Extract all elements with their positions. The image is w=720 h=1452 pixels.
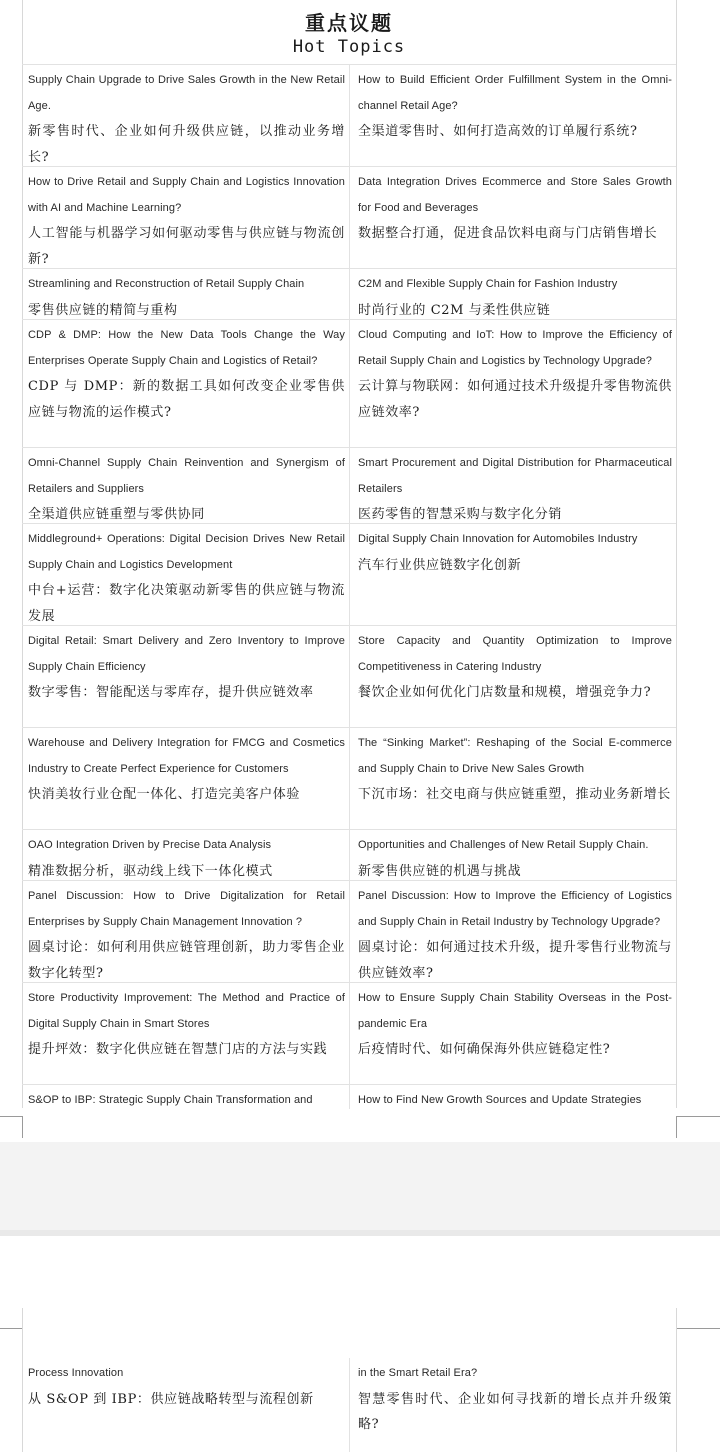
topic-cell-right <box>349 65 676 166</box>
topic-chinese: 医药零售的智慧采购与数字化分销 <box>358 507 563 522</box>
crop-mark <box>0 1328 22 1329</box>
topic-english: How to Find New Growth Sources and Update Strategies <box>358 1094 642 1106</box>
table-row <box>22 982 676 1084</box>
topic-english: How to Build Efficient Order Fulfillment System in the Omni-channel Retail Age? <box>358 74 672 112</box>
topic-chinese: 全渠道供应链重塑与零供协同 <box>28 507 205 522</box>
topic-chinese: 时尚行业的 C2M 与柔性供应链 <box>358 302 551 318</box>
crop-mark <box>676 1116 677 1138</box>
title-english: Hot Topics <box>292 37 406 57</box>
topic-english: The “Sinking Market”: Reshaping of the Social E-commerce and Supply Chain to Drive New Sales Growth <box>358 737 672 775</box>
topic-english: How to Drive Retail and Supply Chain and Logistics Innovation with AI and Machine Learning? <box>28 176 345 214</box>
topic-chinese: 汽车行业供应链数字化创新 <box>358 557 522 573</box>
topic-cell-right <box>349 1085 676 1109</box>
topics-table <box>22 64 676 1110</box>
topic-english: How to Ensure Supply Chain Stability Overseas in the Post-pandemic Era <box>358 992 672 1030</box>
topic-chinese: 新零售供应链的机遇与挑战 <box>358 863 522 879</box>
topic-cell-right <box>349 626 676 727</box>
table-row <box>22 1084 676 1110</box>
topic-cell-left <box>22 269 349 319</box>
table-row <box>22 523 676 625</box>
topic-english: Digital Supply Chain Innovation for Automobiles Industry <box>358 533 638 545</box>
topic-english: Data Integration Drives Ecommerce and Store Sales Growth for Food and Beverages <box>358 176 672 214</box>
topic-cell-left <box>22 626 349 727</box>
topic-english: OAO Integration Driven by Precise Data Analysis <box>28 839 272 851</box>
table-row <box>22 166 676 268</box>
topic-chinese: 数据整合打通，促进食品饮料电商与门店销售增长 <box>358 226 658 241</box>
table-row <box>22 447 676 523</box>
topic-cell-left <box>22 983 349 1084</box>
topic-english: Smart Procurement and Digital Distribution for Pharmaceutical Retailers <box>358 457 672 495</box>
topic-english: Cloud Computing and IoT: How to Improve the Efficiency of Retail Supply Chain and Logistics by Technology Upgrade? <box>358 329 672 367</box>
table-row <box>22 727 676 829</box>
topic-cell-left <box>22 1358 349 1452</box>
page-frame-right <box>676 1308 677 1452</box>
document-page-2 <box>0 1236 720 1452</box>
topic-english: S&OP to IBP: Strategic Supply Chain Transformation and <box>28 1094 313 1106</box>
topic-chinese: 中台+运营：数字化决策驱动新零售的供应链与物流发展 <box>28 583 345 624</box>
crop-mark <box>0 1116 22 1117</box>
topic-cell-left <box>22 448 349 523</box>
topic-cell-right <box>349 983 676 1084</box>
topic-chinese: 圆桌讨论：如何通过技术升级，提升零售行业物流与供应链效率? <box>358 940 672 981</box>
topic-cell-right <box>349 830 676 880</box>
topic-english: Middleground+ Operations: Digital Decision Drives New Retail Supply Chain and Logistics Development <box>28 533 345 571</box>
crop-mark <box>676 1116 720 1117</box>
topic-english: Process Innovation <box>28 1367 124 1379</box>
topic-cell-right <box>349 524 676 625</box>
topic-english: Store Productivity Improvement: The Method and Practice of Digital Supply Chain in Smart Stores <box>28 992 345 1030</box>
topic-cell-right <box>349 269 676 319</box>
topic-chinese: 人工智能与机器学习如何驱动零售与供应链与物流创新? <box>28 226 345 267</box>
topic-cell-left <box>22 728 349 829</box>
topic-english: Store Capacity and Quantity Optimization to Improve Competitiveness in Catering Industry <box>358 635 672 673</box>
topic-cell-left <box>22 524 349 625</box>
topic-chinese: 圆桌讨论：如何利用供应链管理创新，助力零售企业数字化转型? <box>28 940 345 981</box>
topic-cell-right <box>349 167 676 268</box>
topic-chinese: 数字零售：智能配送与零库存，提升供应链效率 <box>28 685 314 700</box>
topic-english: Streamlining and Reconstruction of Retail Supply Chain <box>28 278 305 290</box>
topic-english: Panel Discussion: How to Drive Digitalization for Retail Enterprises by Supply Chain Management Innovation ? <box>28 890 345 928</box>
topic-english: Digital Retail: Smart Delivery and Zero Inventory to Improve Supply Chain Efficiency <box>28 635 345 673</box>
topic-chinese: 新零售时代、企业如何升级供应链，以推动业务增长? <box>28 124 345 165</box>
topic-english: CDP & DMP: How the New Data Tools Change the Way Enterprises Operate Supply Chain and Logistics of Retail? <box>28 329 345 367</box>
topic-english: Opportunities and Challenges of New Retail Supply Chain. <box>358 839 649 851</box>
topic-chinese: 提升坪效：数字化供应链在智慧门店的方法与实践 <box>28 1042 328 1057</box>
topic-cell-right <box>349 1358 676 1452</box>
topic-english: Omni-Channel Supply Chain Reinvention and Synergism of Retailers and Suppliers <box>28 457 345 495</box>
crop-mark <box>22 1116 23 1138</box>
topic-english: Supply Chain Upgrade to Drive Sales Growth in the New Retail Age. <box>28 74 345 112</box>
topic-chinese: 快消美妆行业仓配一体化、打造完美客户体验 <box>28 787 301 802</box>
topic-cell-left <box>22 320 349 447</box>
topic-cell-left <box>22 65 349 166</box>
topic-english: C2M and Flexible Supply Chain for Fashion Industry <box>358 278 618 290</box>
table-row <box>22 625 676 727</box>
crop-mark <box>676 1328 720 1329</box>
table-row <box>22 64 676 166</box>
topic-cell-right <box>349 448 676 523</box>
topic-chinese: 云计算与物联网：如何通过技术升级提升零售物流供应链效率? <box>358 379 672 420</box>
page-frame-right <box>676 0 677 1108</box>
topic-chinese: 智慧零售时代、企业如何寻找新的增长点并升级策略? <box>358 1391 672 1432</box>
topic-cell-right <box>349 320 676 447</box>
title-chinese: 重点议题 <box>305 11 393 35</box>
table-row <box>22 829 676 880</box>
table-row <box>22 268 676 319</box>
table-row <box>22 1358 676 1452</box>
topic-english: Panel Discussion: How to Improve the Efficiency of Logistics and Supply Chain in Retail Industry by Technology Upgrade? <box>358 890 672 928</box>
table-row <box>22 319 676 447</box>
topics-table-continued <box>22 1358 676 1452</box>
topic-chinese: 餐饮企业如何优化门店数量和规模，增强竞争力? <box>358 685 652 700</box>
topic-cell-right <box>349 881 676 982</box>
topic-cell-left <box>22 881 349 982</box>
topic-english: Warehouse and Delivery Integration for FMCG and Cosmetics Industry to Create Perfect Experience for Customers <box>28 737 345 775</box>
topic-chinese: 后疫情时代、如何确保海外供应链稳定性? <box>358 1042 611 1057</box>
topic-english: in the Smart Retail Era? <box>358 1367 478 1379</box>
topic-chinese: 下沉市场：社交电商与供应链重塑，推动业务新增长 <box>358 787 671 802</box>
topic-cell-left <box>22 167 349 268</box>
table-row <box>22 880 676 982</box>
topic-cell-left <box>22 830 349 880</box>
topic-chinese: 精准数据分析，驱动线上线下一体化模式 <box>28 863 273 879</box>
topic-cell-left <box>22 1085 349 1109</box>
page-gap <box>0 1142 720 1236</box>
topic-chinese: 全渠道零售时、如何打造高效的订单履行系统? <box>358 124 638 139</box>
topic-chinese: CDP 与 DMP：新的数据工具如何改变企业零售供应链与物流的运作模式? <box>28 379 345 420</box>
topic-chinese: 零售供应链的精简与重构 <box>28 302 178 318</box>
topic-chinese: 从 S&OP 到 IBP：供应链战略转型与流程创新 <box>28 1391 314 1407</box>
title-block <box>22 10 676 58</box>
topic-cell-right <box>349 728 676 829</box>
